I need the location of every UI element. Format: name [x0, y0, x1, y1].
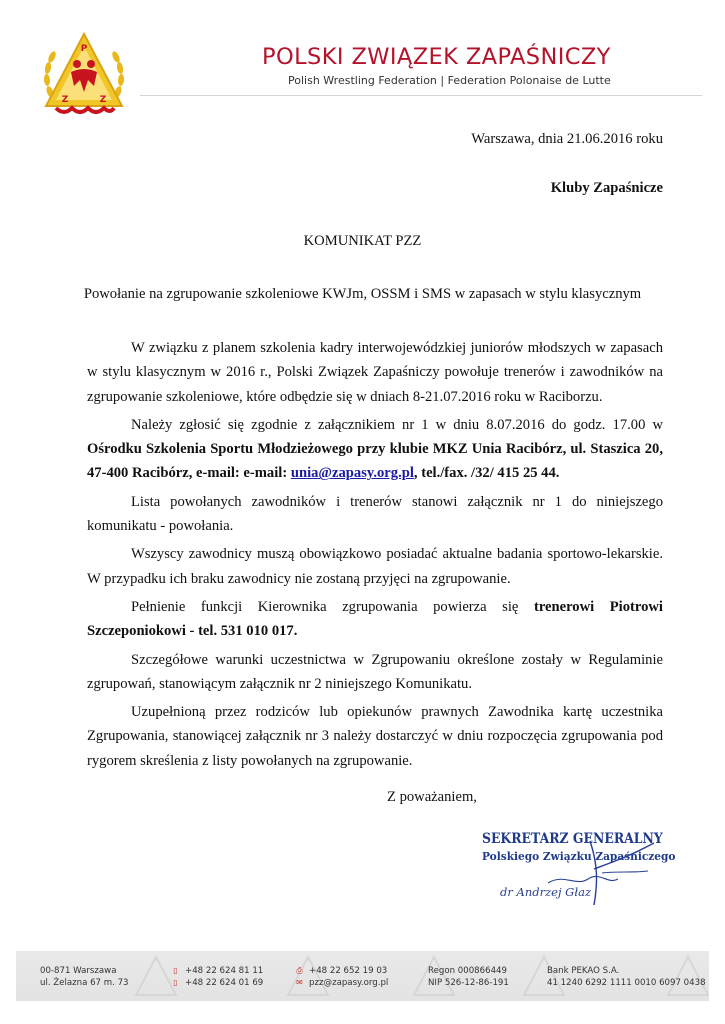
venue-address: Ośrodku Szkolenia Sportu Młodzieżowego przy klubie MKZ Unia Racibórz, ul. Staszica 20, 47-400 Racibórz, e-mail: e-mail: [87, 441, 663, 482]
footer-contact [295, 965, 388, 989]
paragraph-1: W związku z planem szkolenia kadry interwojewódzkiej juniorów młodszych w zapasach w stylu klasycznym w 2016 r., Polski Związek Zapaśniczy powołuje trenerów i zawodników na zgrupowanie szkoleniowe, które odbędzie się w dniach 8-21.07.2016 roku w Raciborzu. [87, 340, 663, 405]
letter-subject: Powołanie na zgrupowanie szkoleniowe KWJm, OSSM i SMS w zapasach w stylu klasycznym [83, 286, 642, 302]
letter-date: Warszawa, dnia 21.06.2016 roku [471, 131, 663, 147]
envelope-icon: ✉ [296, 978, 303, 987]
footer-registry [428, 965, 509, 989]
paragraph-5-intro: Pełnienie funkcji Kierownika zgrupowania powierza się [131, 598, 534, 615]
org-subtitle: Polish Wrestling Federation | Federation Polonaise de Lutte [288, 74, 611, 87]
footer-phone-1: +48 22 624 81 11 [185, 966, 264, 976]
logo-letter-z1: Z [61, 95, 69, 105]
footer-bank-name: Bank PEKAO S.A. [547, 966, 620, 976]
paragraph-2 [87, 413, 663, 486]
logo-letter-p: P [80, 44, 88, 54]
footer-address-street: ul. Żelazna 67 m. 73 [40, 978, 129, 988]
paragraph-5 [87, 595, 663, 644]
header-divider [140, 95, 702, 96]
letter-recipient: Kluby Zapaśnicze [550, 180, 663, 196]
paragraph-2-intro: Należy zgłosić się zgodnie z załącznikiem nr 1 w dniu 8.07.2016 do godz. 17.00 w [131, 416, 663, 433]
footer-address-city: 00-871 Warszawa [40, 966, 117, 976]
letter-footer [16, 951, 709, 1001]
footer-nip: NIP 526-12-86-191 [428, 978, 509, 988]
footer-phone-2: +48 22 624 01 69 [185, 978, 264, 988]
logo-letter-z2: Z [99, 95, 107, 105]
closing-salutation: Z poważaniem, [387, 789, 477, 805]
footer-regon: Regon 000866449 [428, 966, 507, 976]
org-name: POLSKI ZWIĄZEK ZAPAŚNICZY [262, 44, 611, 70]
handwritten-signature [478, 829, 678, 911]
footer-address [40, 965, 129, 989]
federation-logo [38, 28, 130, 120]
footer-fax: +48 22 652 19 03 [309, 966, 388, 976]
footer-bank-account: 41 1240 6292 1111 0010 6097 0438 [547, 978, 706, 988]
footer-email[interactable]: pzz@zapasy.org.pl [309, 978, 389, 988]
footer-bank [547, 965, 706, 989]
camp-manager: trenerowi Piotrowi Szczeponiokowi - tel. 531 010 017. [87, 598, 663, 640]
stamp-org: Polskiego Związku Zapaśniczego [482, 849, 676, 863]
stamp-signer: dr Andrzej Głaz [500, 885, 592, 899]
phone-icon: ▯ [173, 978, 178, 987]
paragraph-7: Uzupełnioną przez rodziców lub opiekunów prawnych Zawodnika kartę uczestnika Zgrupowania, stanowiącej załącznik nr 3 należy dostarczyć w dniu rozpoczęcia zgrupowania pod rygorem skreślenia z listy powołanych na zgrupowanie. [87, 704, 663, 769]
paragraph-6: Szczegółowe warunki uczestnictwa w Zgrupowaniu określone zostały w Regulaminie zgrupowań, stanowiącym załącznik nr 2 niniejszego Komunikatu. [87, 651, 663, 692]
phone-icon: ▯ [173, 966, 178, 975]
venue-phone: , tel./fax. /32/ 415 25 44. [413, 465, 560, 482]
footer-phones [171, 965, 263, 989]
paragraph-3: Lista powołanych zawodników i trenerów stanowi załącznik nr 1 do niniejszego komunikatu - powołania. [87, 493, 663, 535]
email-link[interactable]: unia@zapasy.org.pl [290, 465, 414, 482]
stamp-title: SEKRETARZ GENERALNY [482, 831, 663, 847]
letter-title: KOMUNIKAT PZZ [303, 233, 422, 249]
letter-body [87, 336, 663, 773]
fax-icon: ⎙ [296, 966, 303, 975]
paragraph-4: Wszyscy zawodnicy muszą obowiązkowo posiadać aktualne badania sportowo-lekarskie. W przypadku ich braku zawodnicy nie zostaną przyjęci na zgrupowanie. [87, 546, 663, 587]
